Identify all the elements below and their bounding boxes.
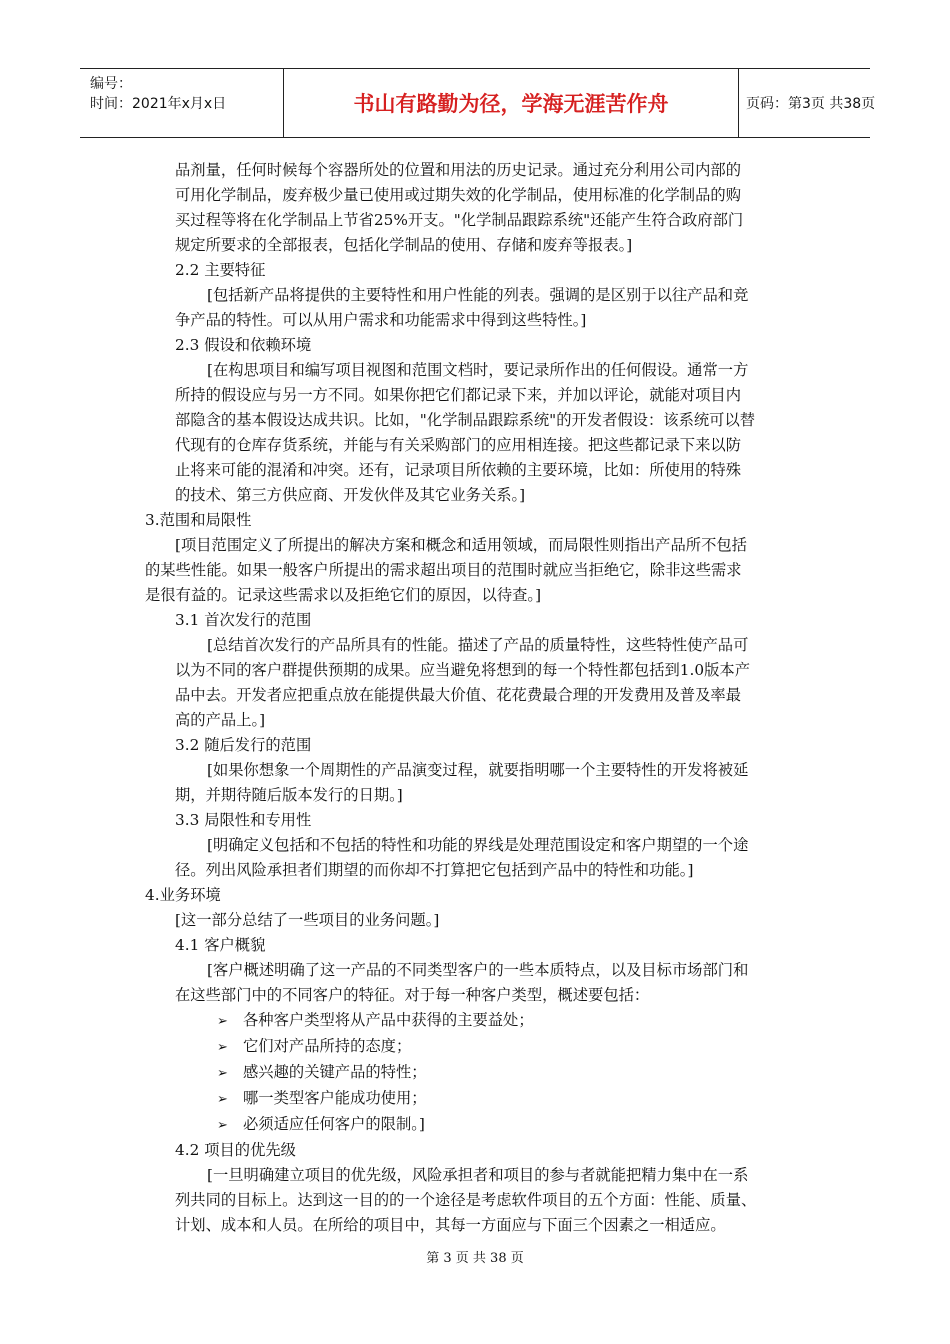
paragraph-4-1	[145, 958, 810, 1008]
header-meta	[80, 69, 283, 137]
paragraph-intro	[145, 158, 810, 258]
text-line: 所持的假设应与另一方不同。如果你把它们都记录下来，并加以评论，就能对项目内	[175, 386, 741, 404]
paragraph-4-2	[145, 1163, 810, 1238]
list-item-text: 哪一类型客户能成功使用；	[243, 1089, 427, 1107]
header-page-info: 页码：第3页 共38页	[746, 96, 876, 112]
list-item-text: 各种客户类型将从产品中获得的主要益处；	[243, 1011, 534, 1029]
paragraph-3-2	[145, 758, 810, 808]
text-line: [项目范围定义了所提出的解决方案和概念和适用领域，而局限性则指出产品所不包括	[175, 536, 747, 554]
page-footer: 第 3 页 共 38 页	[426, 1251, 524, 1266]
list-item	[145, 1060, 810, 1086]
section-heading-2-2: 2.2 主要特征	[175, 261, 266, 279]
document-body	[145, 158, 810, 1238]
text-line: 期，并期待随后版本发行的日期。]	[175, 786, 403, 804]
list-item	[145, 1112, 810, 1138]
section-heading-3-2: 3.2 随后发行的范围	[175, 736, 312, 754]
text-line: 买过程等将在化学制品上节省25%开支。"化学制品跟踪系统"还能产生符合政府部门	[175, 211, 744, 229]
text-line: 品中去。开发者应把重点放在能提供最大价值、花花费最合理的开发费用及普及率最	[175, 686, 741, 704]
page-header	[80, 68, 876, 138]
text-line: 高的产品上。]	[175, 711, 266, 729]
arrow-bullet-icon: ➢	[217, 1118, 228, 1133]
text-line: 以为不同的客户群提供预期的成果。应当避免将想到的每一个特性都包括到1.0版本产	[175, 661, 751, 679]
paragraph-3-3	[145, 833, 810, 883]
text-line: 的某些性能。如果一般客户所提出的需求超出项目的范围时就应当拒绝它，除非这些需求	[145, 561, 742, 579]
list-item	[145, 1086, 810, 1112]
section-heading-4: 4.业务环境	[145, 886, 221, 904]
text-line: 止将来可能的混淆和冲突。还有，记录项目所依赖的主要环境，比如：所使用的特殊	[175, 461, 741, 479]
list-item-text: 必须适应任何客户的限制。]	[243, 1115, 425, 1133]
list-item	[145, 1008, 810, 1034]
text-line: [包括新产品将提供的主要特性和用户性能的列表。强调的是区别于以往产品和竞	[207, 286, 749, 304]
text-line: [明确定义包括和不包括的特性和功能的界线是处理范围设定和客户期望的一个途	[207, 836, 749, 854]
text-line: 是很有益的。记录这些需求以及拒绝它们的原因，以待查。]	[145, 586, 542, 604]
section-heading-3-1: 3.1 首次发行的范围	[175, 611, 312, 629]
section-heading-3: 3.范围和局限性	[145, 511, 252, 529]
text-line: 品剂量，任何时候每个容器所处的位置和用法的历史记录。通过充分利用公司内部的	[175, 161, 741, 179]
text-line: 计划、成本和人员。在所给的项目中，其每一方面应与下面三个因素之一相适应。	[175, 1216, 726, 1234]
text-line: [如果你想象一个周期性的产品演变过程，就要指明哪一个主要特性的开发将被延	[207, 761, 749, 779]
section-heading-3-3: 3.3 局限性和专用性	[175, 811, 312, 829]
arrow-bullet-icon: ➢	[217, 1014, 228, 1029]
text-line: 争产品的特性。可以从用户需求和功能需求中得到这些特性。]	[175, 311, 587, 329]
bullet-list	[145, 1008, 810, 1138]
paragraph-2-3	[145, 358, 810, 508]
text-line: 规定所要求的全部报表，包括化学制品的使用、存储和废弃等报表。]	[175, 236, 633, 254]
text-line: [客户概述明确了这一产品的不同类型客户的一些本质特点，以及目标市场部门和	[207, 961, 749, 979]
section-heading-4-2: 4.2 项目的优先级	[175, 1141, 296, 1159]
text-line: [总结首次发行的产品所具有的性能。描述了产品的质量特性，这些特性使产品可	[207, 636, 749, 654]
arrow-bullet-icon: ➢	[217, 1040, 228, 1055]
section-heading-2-3: 2.3 假设和依赖环境	[175, 336, 312, 354]
list-item-text: 感兴趣的关键产品的特性；	[243, 1063, 427, 1081]
text-line: 可用化学制品，废弃极少量已使用或过期失效的化学制品，使用标准的化学制品的购	[175, 186, 741, 204]
paragraph-4: [这一部分总结了一些项目的业务问题。]	[175, 911, 440, 929]
paragraph-3-1	[145, 633, 810, 733]
arrow-bullet-icon: ➢	[217, 1092, 228, 1107]
paragraph-3	[145, 533, 810, 608]
date-label: 时间：2021年x月x日	[90, 96, 227, 112]
number-label: 编号：	[90, 76, 132, 92]
list-item	[145, 1034, 810, 1060]
text-line: 部隐含的基本假设达成共识。比如，"化学制品跟踪系统"的开发者假设：该系统可以替	[175, 411, 756, 429]
text-line: 代现有的仓库存货系统，并能与有关采购部门的应用相连接。把这些都记录下来以防	[175, 436, 741, 454]
arrow-bullet-icon: ➢	[217, 1066, 228, 1081]
text-line: 的技术、第三方供应商、开发伙伴及其它业务关系。]	[175, 486, 526, 504]
header-motto: 书山有路勤为径，学海无涯苦作舟	[283, 69, 739, 137]
text-line: [一旦明确建立项目的优先级，风险承担者和项目的参与者就能把精力集中在一系	[207, 1166, 749, 1184]
text-line: 在这些部门中的不同客户的特征。对于每一种客户类型，概述要包括：	[175, 986, 650, 1004]
section-heading-4-1: 4.1 客户概貌	[175, 936, 266, 954]
text-line: [在构思项目和编写项目视图和范围文档时，要记录所作出的任何假设。通常一方	[207, 361, 749, 379]
paragraph-2-2	[145, 283, 810, 333]
text-line: 列共同的目标上。达到这一目的的一个途径是考虑软件项目的五个方面：性能、质量、	[175, 1191, 757, 1209]
text-line: 径。列出风险承担者们期望的而你却不打算把它包括到产品中的特性和功能。]	[175, 861, 694, 879]
list-item-text: 它们对产品所持的态度；	[243, 1037, 412, 1055]
